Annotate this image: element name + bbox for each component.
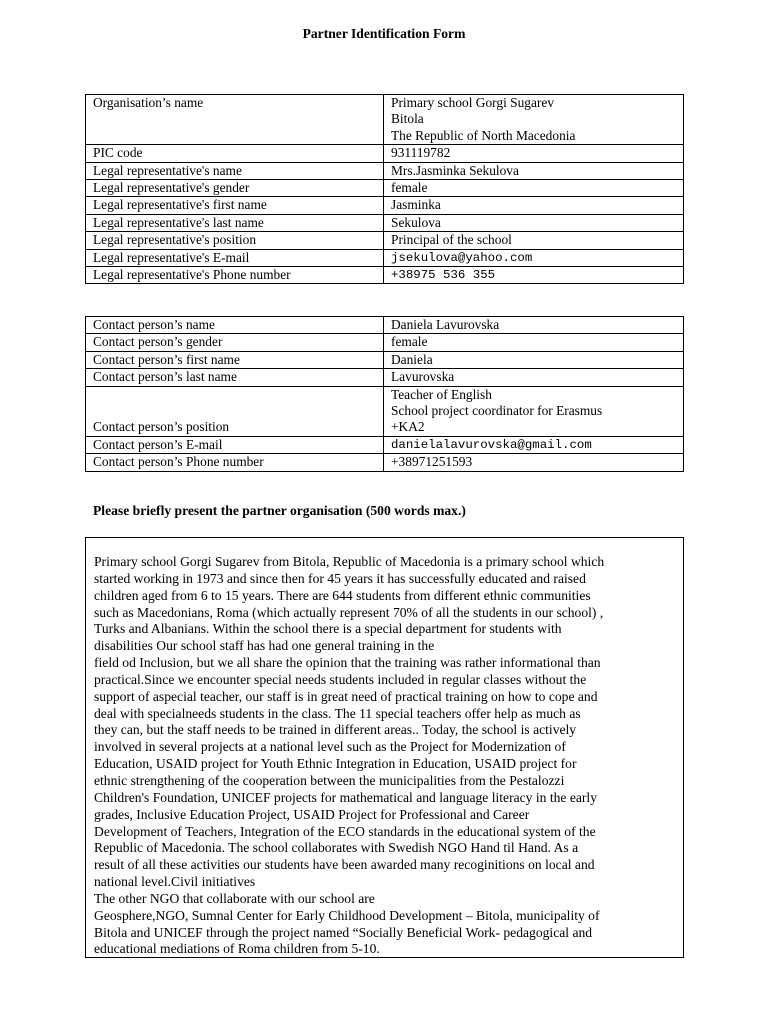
presentation-text-line: Development of Teachers, Integration of the ECO standards in the educational system of the (94, 823, 596, 839)
field-value-line: +38975 536 355 (391, 268, 496, 283)
field-value (384, 180, 684, 197)
field-value (384, 267, 684, 284)
field-value (384, 145, 684, 162)
field-value-line: Primary school Gorgi Sugarev (391, 95, 555, 110)
field-value-line: female (391, 334, 428, 350)
presentation-text-line: grades, Inclusive Education Project, USAID Project for Professional and Career (94, 806, 530, 822)
field-label: Legal representative's Phone number (86, 267, 384, 284)
table-row (86, 351, 684, 368)
table-row (86, 180, 684, 197)
field-value-line: Sekulova (391, 214, 441, 230)
field-value-line: Teacher of English (391, 386, 492, 402)
presentation-text-line: Republic of Macedonia. The school collaborates with Swedish NGO Hand til Hand. As a (94, 840, 579, 856)
field-label: Contact person’s position (86, 386, 384, 436)
field-value (384, 369, 684, 386)
field-value-line: School project coordinator for Erasmus (391, 403, 603, 419)
table-row (86, 436, 684, 453)
field-value (384, 232, 684, 249)
presentation-text-line: Geosphere,NGO, Sumnal Center for Early Childhood Development – Bitola, municipality of (94, 907, 600, 923)
table-row (86, 267, 684, 284)
table-row (86, 95, 684, 145)
table-row (86, 145, 684, 162)
presentation-text-line: The other NGO that collaborate with our school are (94, 890, 375, 906)
field-value (384, 351, 684, 368)
table-row (86, 214, 684, 231)
legal-representative-table (85, 94, 684, 284)
table-row (86, 454, 684, 471)
field-value (384, 436, 684, 453)
field-value (384, 386, 684, 436)
table-row (86, 334, 684, 351)
field-value (384, 162, 684, 179)
field-label: Legal representative's position (86, 232, 384, 249)
contact-person-table (85, 316, 684, 472)
field-label: Legal representative's last name (86, 214, 384, 231)
table-row (86, 369, 684, 386)
table-row (86, 162, 684, 179)
field-label: Legal representative's gender (86, 180, 384, 197)
presentation-text-line: Education, USAID project for Youth Ethnic Integration in Education, USAID project for (94, 756, 577, 772)
form-title: Partner Identification Form (302, 26, 466, 41)
field-value (384, 197, 684, 214)
presentation-text-line: educational mediations of Roma children from 5-10. (94, 941, 380, 957)
field-value-line: Bitola (391, 111, 424, 127)
field-value-line: +KA2 (391, 419, 425, 435)
field-label: Legal representative's E-mail (86, 249, 384, 266)
field-label: Contact person’s Phone number (86, 454, 384, 471)
field-label: Contact person’s first name (86, 351, 384, 368)
presentation-text-line: deal with specialneeds students in the class. The 11 special teachers offer help as much as (94, 705, 581, 721)
presentation-text-line: ethnic strengthening of the cooperation between the municipalities from the Pestalozzi (94, 772, 565, 788)
field-value (384, 95, 684, 145)
field-value (384, 317, 684, 334)
field-value-line: Daniela (391, 351, 433, 367)
table-row (86, 317, 684, 334)
presentation-text-line: Primary school Gorgi Sugarev from Bitola, Republic of Macedonia is a primary school which (94, 554, 605, 569)
field-value (384, 249, 684, 266)
presentation-text-line: such as Macedonians, Roma (which actually represent 70% of all the students in our school) , (94, 604, 604, 620)
field-label: Legal representative's name (86, 162, 384, 179)
field-value-line: jsekulova@yahoo.com (391, 250, 533, 265)
presentation-text-line: support of aspecial teacher, our staff is in great need of practical training on how to cope and (94, 688, 598, 704)
field-value-line: Lavurovska (391, 369, 455, 385)
table-row (86, 232, 684, 249)
field-label: Contact person’s name (86, 317, 384, 334)
field-label: PIC code (86, 145, 384, 162)
presentation-text-line: started working in 1973 and since then for 45 years it has successfully educated and raised (94, 570, 586, 586)
field-value (384, 454, 684, 471)
field-label: Contact person’s last name (86, 369, 384, 386)
presentation-text-line: involved in several projects at a national level such as the Project for Modernization of (94, 739, 566, 755)
table-row (86, 249, 684, 266)
field-value-line: +38971251593 (391, 454, 473, 470)
presentation-text-line: Children's Foundation, UNICEF projects for mathematical and language literacy in the early (94, 789, 598, 805)
field-value-line: Daniela Lavurovska (391, 317, 500, 332)
field-value-line: 931119782 (391, 145, 451, 161)
field-value (384, 214, 684, 231)
field-value-line: The Republic of North Macedonia (391, 127, 576, 143)
presentation-text-line: practical.Since we encounter special needs students included in regular classes without the (94, 671, 587, 687)
table-row (86, 197, 684, 214)
presentation-text-line: result of all these activities our students have been awarded many recoginitions on local and (94, 857, 595, 873)
presentation-text-line: disabilities Our school staff has had one general training in the (94, 638, 435, 654)
field-value-line: danielalavurovska@gmail.com (391, 437, 592, 452)
field-value (384, 334, 684, 351)
field-label: Legal representative's first name (86, 197, 384, 214)
presentation-text-line: they can, but the staff needs to be trained in different areas.. Today, the school is actively (94, 722, 577, 738)
table-row (86, 386, 684, 436)
presentation-text-line: Turks and Albanians. Within the school there is a special department for students with (94, 621, 562, 637)
presentation-text-line: children aged from 6 to 15 years. There are 644 students from different ethnic communities (94, 587, 591, 603)
field-value-line: Mrs.Jasminka Sekulova (391, 162, 519, 178)
field-label: Organisation’s name (86, 95, 384, 145)
presentation-text-line: national level.Civil initiatives (94, 874, 256, 890)
presentation-heading: Please briefly present the partner organisation (500 words max.) (93, 503, 466, 518)
presentation-text-box (85, 537, 684, 958)
field-value-line: female (391, 180, 428, 196)
field-value-line: Jasminka (391, 197, 441, 213)
field-label: Contact person’s E-mail (86, 436, 384, 453)
field-value-line: Principal of the school (391, 232, 512, 248)
presentation-text-line: field od Inclusion, but we all share the opinion that the training was rather informational than (94, 655, 601, 671)
field-label: Contact person’s gender (86, 334, 384, 351)
presentation-text-line: Bitola and UNICEF through the project named “Socially Beneficial Work- pedagogical and (94, 924, 593, 940)
